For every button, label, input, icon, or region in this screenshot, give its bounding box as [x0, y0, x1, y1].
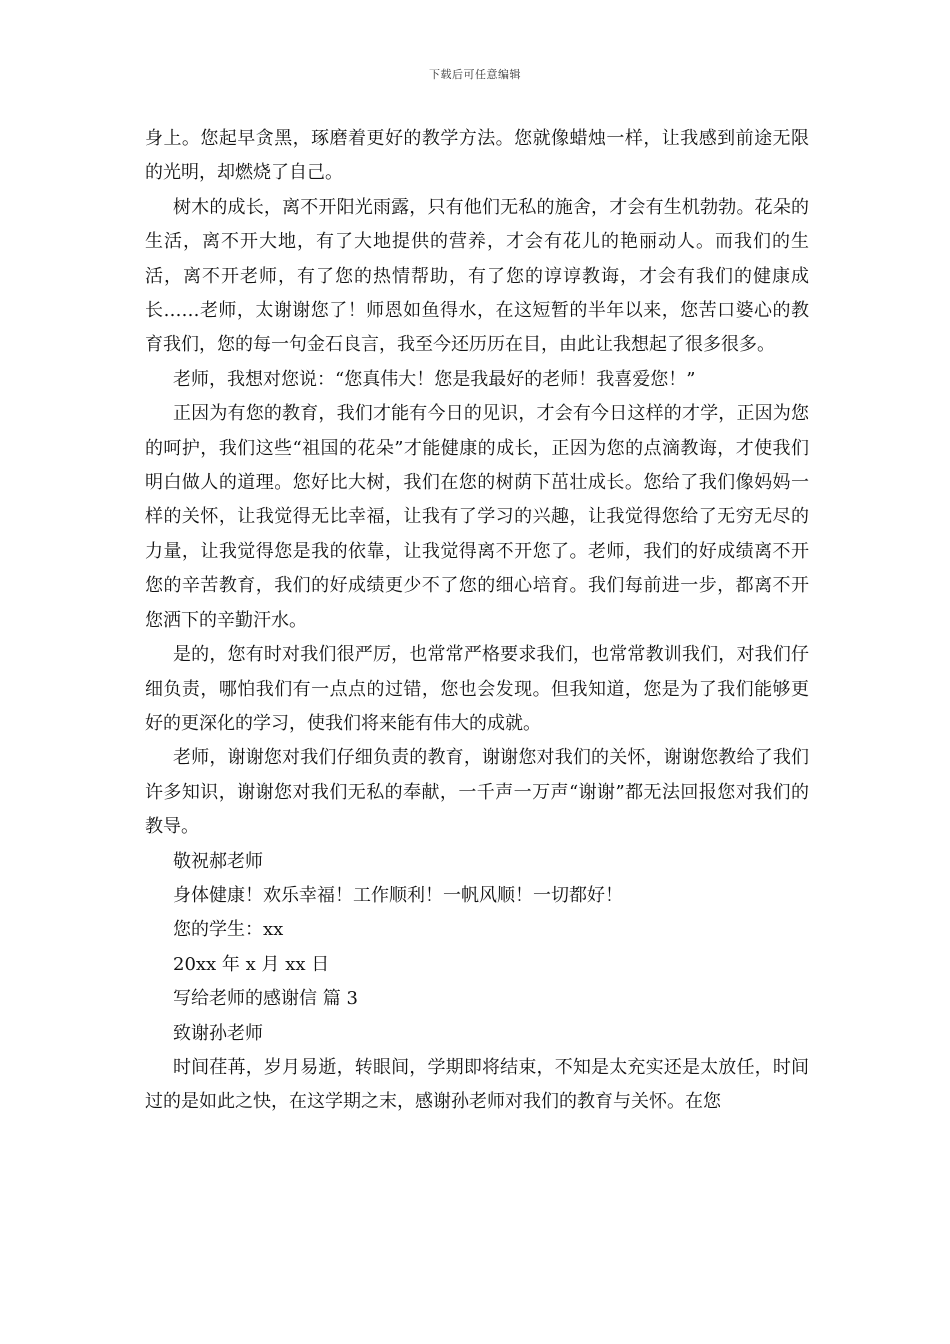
page-header: 下载后可任意编辑	[429, 68, 521, 81]
salutation-line: 敬祝郝老师	[173, 850, 263, 872]
date-line: 20xx 年 x 月 xx 日	[173, 953, 330, 975]
section-title: 写给老师的感谢信 篇 3	[173, 988, 358, 1010]
paragraph: 树木的成长，离不开阳光雨露，只有他们无私的施舍，才会有生机勃勃。花朵的生活，离不开大地，有了大地提供的营养，才会有花儿的艳丽动人。而我们的生活，离不开老师，有了您的热情帮助，有了您的谆谆教诲，才会有我们的健康成长……老师，太谢谢您了！师恩如鱼得水，在这短暂的半年以来，您苦口婆心的教育我们，您的每一句金石良言，我至今还历历在目，由此让我想起了很多很多。	[145, 196, 809, 356]
paragraph-continuation: 身上。您起早贪黑，琢磨着更好的教学方法。您就像蜡烛一样，让我感到前途无限的光明，却燃烧了自己。	[145, 128, 809, 184]
paragraph: 是的，您有时对我们很严厉，也常常严格要求我们，也常常教训我们，对我们仔细负责，哪怕我们有一点点的过错，您也会发现。但我知道，您是为了我们能够更好的更深化的学习，使我们将来能有伟大的成就。	[145, 644, 809, 734]
wishes-line: 身体健康！欢乐幸福！工作顺利！一帆风顺！一切都好！	[173, 884, 623, 906]
paragraph: 老师，谢谢您对我们仔细负责的教育，谢谢您对我们的关怀，谢谢您教给了我们许多知识，谢谢您对我们无私的奉献，一千声一万声“谢谢”都无法回报您对我们的教导。	[145, 747, 809, 838]
greeting-line: 致谢孙老师	[173, 1022, 263, 1044]
paragraph: 正因为有您的教育，我们才能有今日的见识，才会有今日这样的才学，正因为您的呵护，我们这些“祖国的花朵”才能健康的成长，正因为您的点滴教诲，才使我们明白做人的道理。您好比大树，我们在您的树荫下茁壮成长。您给了我们像妈妈一样的关怀，让我觉得无比幸福，让我有了学习的兴趣，让我觉得您给了无穷无尽的力量，让我觉得您是我的依靠，让我觉得离不开您了。老师，我们的好成绩离不开您的辛苦教育，我们的好成绩更少不了您的细心培育。我们每前进一步，都离不开您洒下的辛勤汗水。	[145, 403, 809, 631]
signature-line: 您的学生：xx	[173, 919, 284, 941]
paragraph: 时间荏苒，岁月易逝，转眼间，学期即将结束，不知是太充实还是太放任，时间过的是如此之快，在这学期之末，感谢孙老师对我们的教育与关怀。在您	[145, 1056, 809, 1113]
document-body	[145, 122, 809, 1120]
paragraph: 老师，我想对您说：“您真伟大！您是我最好的老师！我喜爱您！”	[173, 368, 696, 390]
